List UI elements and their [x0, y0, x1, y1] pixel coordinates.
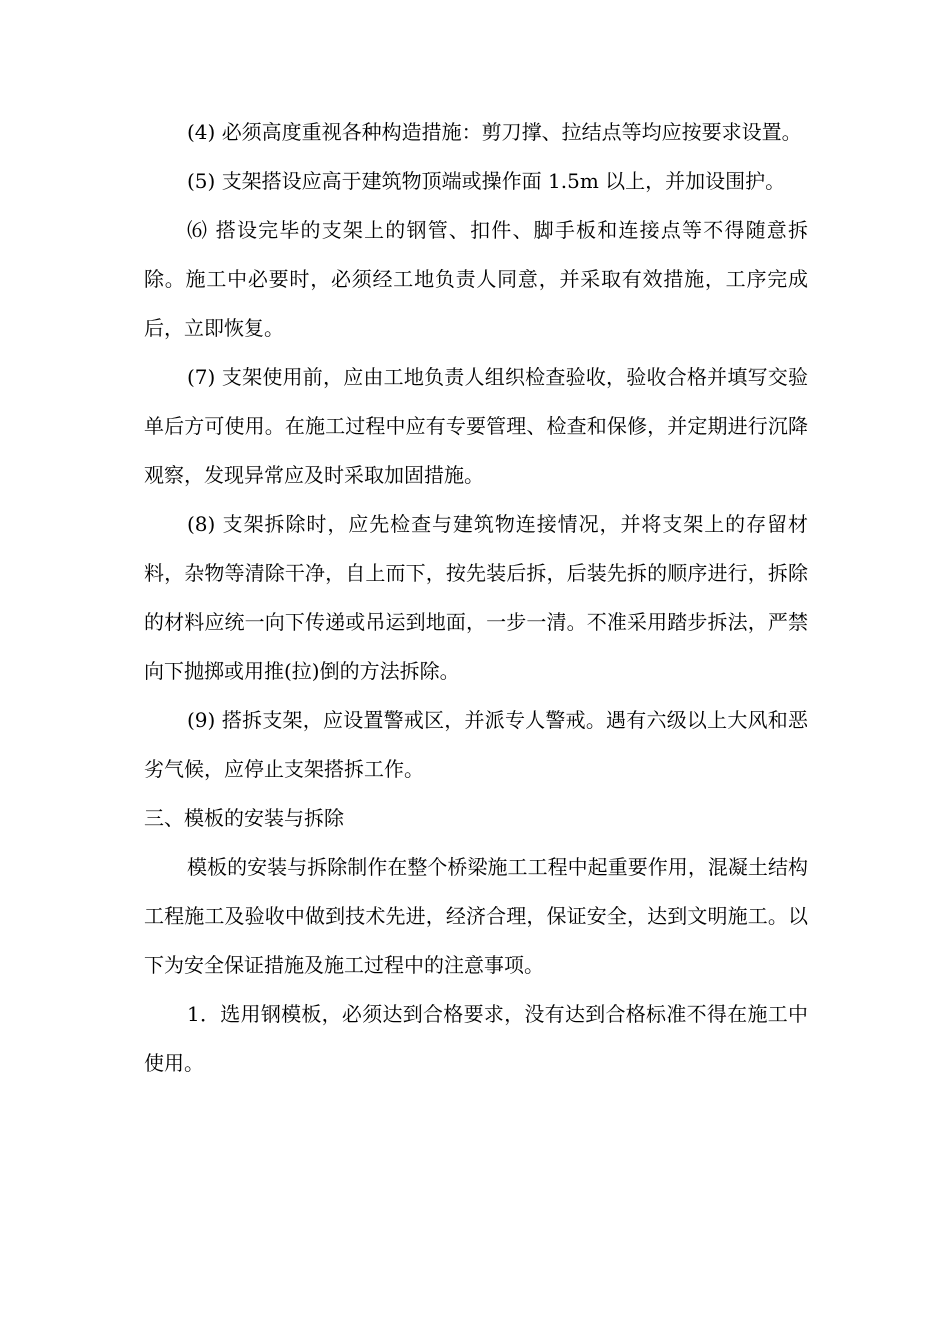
section-item-1: 1．选用钢模板，必须达到合格要求，没有达到合格标准不得在施工中使用。	[144, 1002, 808, 1075]
paragraph-item-6: ⑹ 搭设完毕的支架上的钢管、扣件、脚手板和连接点等不得随意拆除。施工中必要时，必须经工地负责人同意，并采取有效措施，工序完成后，立即恢复。	[144, 218, 808, 340]
section-heading: 三、模板的安装与拆除	[144, 806, 344, 830]
paragraph-item-7: (7) 支架使用前，应由工地负责人组织检查验收，验收合格并填写交验单后方可使用。在施工过程中应有专要管理、检查和保修，并定期进行沉降观察，发现异常应及时采取加固措施。	[144, 365, 808, 487]
paragraph-item-4: (4) 必须高度重视各种构造措施：剪刀撑、拉结点等均应按要求设置。	[187, 120, 802, 144]
paragraph-item-5: (5) 支架搭设应高于建筑物顶端或操作面 1.5m 以上，并加设围护。	[187, 169, 786, 193]
section-intro-paragraph: 模板的安装与拆除制作在整个桥梁施工工程中起重要作用，混凝土结构工程施工及验收中做到技术先进，经济合理，保证安全，达到文明施工。以下为安全保证措施及施工过程中的注意事项。	[144, 855, 808, 977]
document-page	[144, 108, 808, 1088]
paragraph-item-9: (9) 搭拆支架，应设置警戒区，并派专人警戒。遇有六级以上大风和恶劣气候，应停止支架搭拆工作。	[144, 708, 808, 781]
paragraph-item-8: (8) 支架拆除时，应先检查与建筑物连接情况，并将支架上的存留材料，杂物等清除干净，自上而下，按先装后拆，后装先拆的顺序进行，拆除的材料应统一向下传递或吊运到地面，一步一清。不准采用踏步拆法，严禁向下抛掷或用推(拉)倒的方法拆除。	[144, 512, 808, 683]
